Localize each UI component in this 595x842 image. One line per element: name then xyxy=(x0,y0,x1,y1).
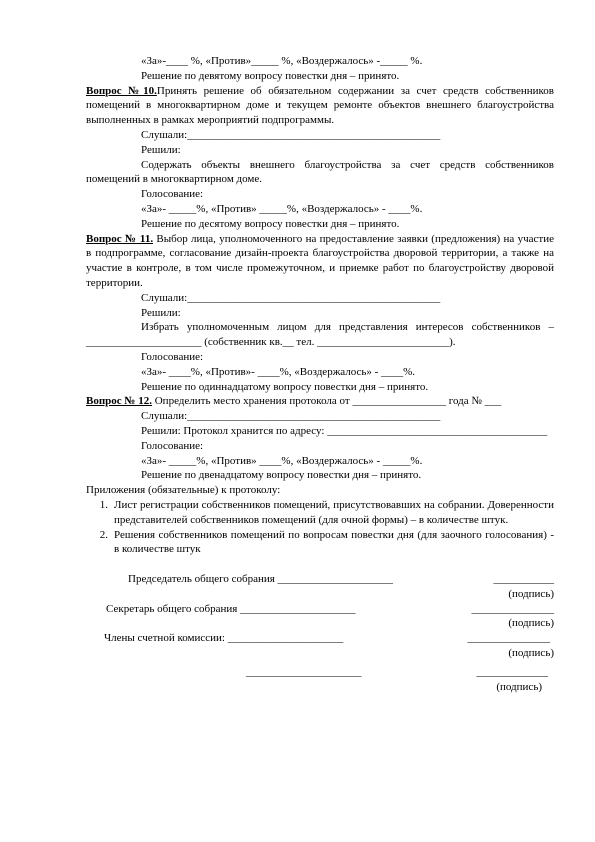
decision-q12: Решили: Протокол хранится по адресу: ________________________________________ xyxy=(141,424,548,437)
question-11 xyxy=(86,232,554,291)
appendix-item-text: Решения собственников помещений по вопросам повестки дня (для заочного голосования) - в количестве штук xyxy=(114,528,554,556)
votes-q9: «За»-____ %, «Против»_____ %, «Воздержалось» -_____ %. xyxy=(141,55,423,67)
heard-q10: Слушали:______________________________________________ xyxy=(141,128,441,141)
decision-q11: Избрать уполномоченным лицом для представления интересов собственников – _____________________ (собственник кв.__ тел. ________________________). xyxy=(86,321,554,349)
question-12-label: Вопрос № 12. xyxy=(86,395,152,408)
chair-sign-caption-row xyxy=(86,587,554,602)
secretary-label: Секретарь общего собрания _____________________ xyxy=(106,602,356,615)
appendix-item-number: 2. xyxy=(99,528,108,541)
appendix-item xyxy=(86,498,554,528)
appendix-heading: Приложения (обязательные) к протоколу: xyxy=(86,484,281,497)
question-11-text: Выбор лица, уполномоченного на предоставление заявки (предложения) на участие в подпрограмме, согласование дизайн-проекта благоустройства дворовой территории, а также на участие в контроле, в том числе промежуточном, и приемке работ по благоустройству дворовой территории. xyxy=(86,232,554,289)
heard-q12: Слушали:______________________________________________ xyxy=(141,410,441,423)
secretary-sign-line: _______________ xyxy=(471,602,554,615)
secretary-sign-caption: (подпись) xyxy=(508,617,554,630)
extra-member-line xyxy=(86,665,554,680)
commission-sign-line: _______________ xyxy=(467,632,550,645)
vote-label-q12: Голосование: xyxy=(141,439,204,452)
votes-q11: «За»- ____%, «Против»- ____%, «Воздержалось» - ____%. xyxy=(141,365,416,378)
votes-q10: «За»- _____%, «Против» _____%, «Воздержалось» - ____%. xyxy=(141,202,423,215)
appendix-item-text: Лист регистрации собственников помещений, присутствовавших на собрании. Доверенности представителей собственников помещений (для очной формы) – в количестве штук. xyxy=(114,498,554,526)
chair-sign-caption: (подпись) xyxy=(508,587,554,600)
decided-q10: Решили: xyxy=(141,143,181,156)
commission-sign-caption-row xyxy=(86,646,554,661)
vote-label-q11: Голосование: xyxy=(141,350,204,363)
chair-label: Председатель общего собрания _____________________ xyxy=(128,573,394,586)
commission-sign-caption: (подпись) xyxy=(508,647,554,660)
question-11-label: Вопрос № 11. xyxy=(86,232,154,245)
extra-member-field: _____________________ xyxy=(246,665,362,678)
appendix-item xyxy=(86,528,554,558)
heard-q11: Слушали:______________________________________________ xyxy=(141,291,441,304)
result-q9: Решение по девятому вопросу повестки дня – принято. xyxy=(141,69,400,82)
commission-line xyxy=(86,631,554,646)
commission-label: Члены счетной комиссии: _____________________ xyxy=(104,632,344,645)
secretary-line xyxy=(86,602,554,617)
question-10-text: Принять решение об обязательном содержании за счет средств собственников помещений в многоквартирном доме и текущем ремонте объектов внешнего благоустройства выполненных в рамках мероприятий подпрограммы. xyxy=(86,84,554,127)
decided-q11: Решили: xyxy=(141,306,181,319)
vote-label-q10: Голосование: xyxy=(141,188,204,201)
document-page xyxy=(86,54,554,694)
chair-line xyxy=(86,572,554,587)
votes-q12: «За»- _____%, «Против» ____%, «Воздержалось» - _____%. xyxy=(141,454,423,467)
result-q12: Решение по двенадцатому вопросу повестки дня – принято. xyxy=(141,469,422,482)
decision-q10: Содержать объекты внешнего благоустройства за счет средств собственников помещений в многоквартирном доме. xyxy=(86,158,554,186)
question-10-label: Вопрос №10. xyxy=(86,84,157,97)
secretary-sign-caption-row xyxy=(86,616,554,631)
question-10 xyxy=(86,84,554,128)
appendix-item-number: 1. xyxy=(99,498,108,511)
question-12-text: Определить место хранения протокола от _________________ года № ___ xyxy=(151,395,502,408)
extra-member-sign-caption: (подпись) xyxy=(496,680,542,693)
chair-sign-line: ___________ xyxy=(493,573,554,586)
result-q11: Решение по одиннадцатому вопросу повестки дня – принято. xyxy=(141,380,429,393)
extra-member-sign-caption-row xyxy=(86,680,554,695)
extra-member-sign-line: _____________ xyxy=(476,665,548,678)
result-q10: Решение по десятому вопросу повестки дня – принято. xyxy=(141,217,400,230)
appendix-list xyxy=(86,498,554,557)
question-12 xyxy=(86,394,554,409)
